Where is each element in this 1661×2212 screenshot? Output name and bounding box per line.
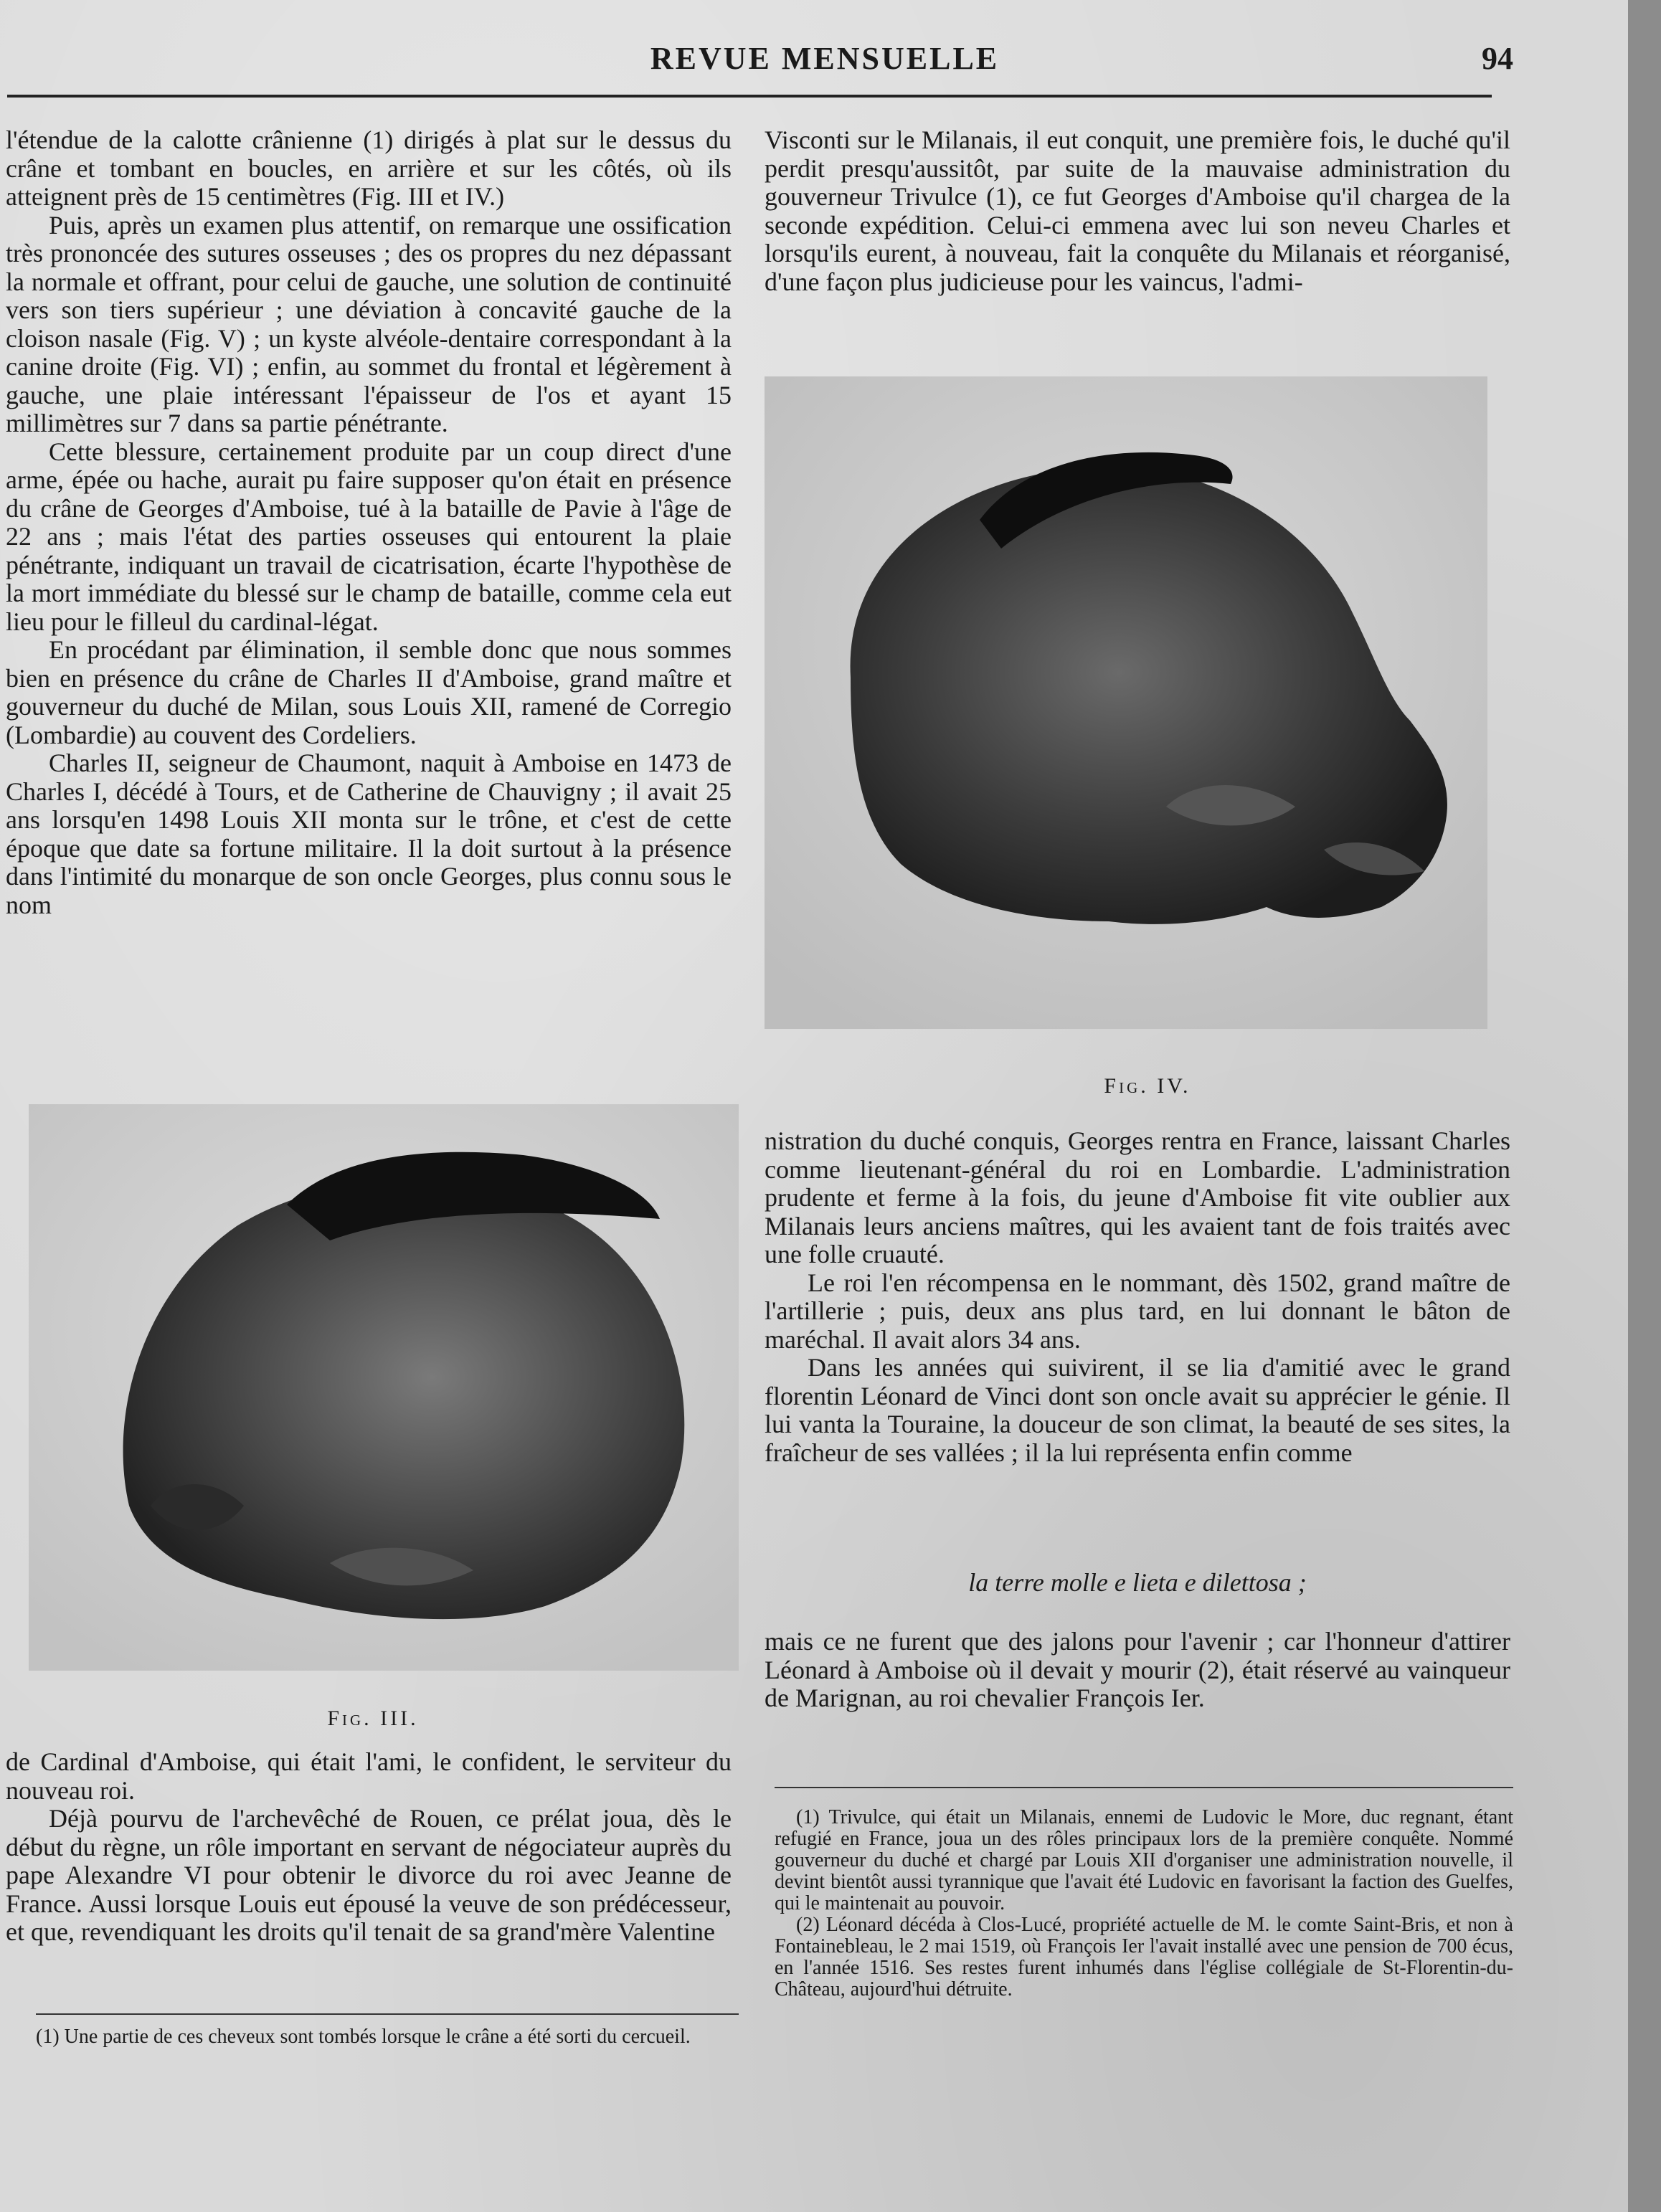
- paragraph: Visconti sur le Milanais, il eut conquit, une première fois, le duché qu'il perdit presqu'aussitôt, par suite de la mauvaise administration du gouverneur Trivulce (1), ce fut Georges d'Amboise qu'il chargea de la seconde expédition. Celui-ci emmena avec lui son neveu Charles et lorsqu'ils eurent, à nouveau, fait la conquête du Milanais et réorganisé, d'une façon plus judicieuse pour les vaincus, l'admi-: [765, 125, 1510, 296]
- paragraph: Déjà pourvu de l'archevêché de Rouen, ce prélat joua, dès le début du règne, un rôle important en servant de négociateur auprès du pape Alexandre VI pour obtenir le divorce du roi avec Jeanne de France. Aussi lorsque Louis eut épousé la veuve de son prédécesseur, et que, revendiquant les droits qu'il tenait de sa grand'mère Valentine: [6, 1804, 732, 1946]
- figure-iv-skull-photo: [765, 376, 1487, 1029]
- page-number: 94: [1482, 41, 1513, 76]
- running-title: REVUE MENSUELLE: [650, 41, 1000, 76]
- figure-iv-caption: Fig. IV.: [1104, 1074, 1191, 1098]
- figure-iii-caption: Fig. III.: [327, 1707, 419, 1730]
- figure-iii-skull-photo: [29, 1104, 739, 1671]
- paragraph: Charles II, seigneur de Chaumont, naquit à Amboise en 1473 de Charles I, décédé à Tours, et de Catherine de Chauvigny ; il avait 25 ans lorsqu'en 1498 Louis XII monta sur le trône, et c'est de cette époque que date sa fortune militaire. Il la doit surtout à la présence dans l'intimité du monarque de son oncle Georges, plus connu sous le nom: [6, 749, 732, 919]
- paragraph: nistration du duché conquis, Georges rentra en France, laissant Charles comme lieutenant-général du roi en Lombardie. L'administration prudente et ferme à la fois, du jeune d'Amboise fit vite oublier aux Milanais leurs anciens maîtres, qui les avaient tant de fois traités avec une folle cruauté.: [765, 1126, 1510, 1268]
- page-edge-shadow: [1628, 0, 1661, 2212]
- left-column-bottom: [6, 1748, 732, 1947]
- paragraph: l'étendue de la calotte crânienne (1) dirigés à plat sur le dessus du crâne et tombant en boucles, en arrière et sur les côtés, où ils atteignent près de 15 centimètres (Fig. III et IV.): [6, 125, 732, 211]
- italian-quote: la terre molle e lieta e dilettosa ;: [968, 1568, 1307, 1597]
- footnote-rule-right: [775, 1787, 1513, 1788]
- paragraph: mais ce ne furent que des jalons pour l'avenir ; car l'honneur d'attirer Léonard à Amboise où il devait y mourir (2), était réservé au vainqueur de Marignan, au roi chevalier François Ier.: [765, 1627, 1510, 1712]
- footnote-rule-left: [36, 2013, 739, 2015]
- right-column-bottom: [765, 1127, 1510, 1467]
- paragraph: Dans les années qui suivirent, il se lia d'amitié avec le grand florentin Léonard de Vinci dont son oncle avait su apprécier le génie. Il lui vanta la Touraine, la douceur de son climat, la beauté de ses sites, la fraîcheur de ses vallées ; il la lui représenta enfin comme: [765, 1353, 1510, 1467]
- footnote: (2) Léonard décéda à Clos-Lucé, propriété actuelle de M. le comte Saint-Bris, et non à Fontainebleau, le 2 mai 1519, où François Ier l'avait installé avec une pension de 700 écus, en l'année 1516. Ses restes furent inhumés dans l'église collégiale de St-Florentin-du-Château, aujourd'hui détruite.: [775, 1914, 1513, 2000]
- paragraph: Puis, après un examen plus attentif, on remarque une ossification très prononcée des sutures osseuses ; des os propres du nez dépassant la normale et offrant, pour celui de gauche, une solution de continuité vers son tiers supérieur ; une déviation à concavité gauche de la cloison nasale (Fig. V) ; un kyste alvéole-dentaire correspondant à la canine droite (Fig. VI) ; enfin, au sommet du frontal et légèrement à gauche, une plaie intéressant l'épaisseur de l'os et ayant 15 millimètres sur 7 dans sa partie pénétrante.: [6, 210, 732, 437]
- footnotes-right: [775, 1807, 1513, 2000]
- header-rule: [7, 95, 1492, 98]
- right-column-top: [765, 126, 1510, 296]
- paragraph: Cette blessure, certainement produite par un coup direct d'une arme, épée ou hache, aurait pu faire supposer qu'on était en présence du crâne de Georges d'Amboise, tué à la bataille de Pavie à l'âge de 22 ans ; mais l'état des parties osseuses qui entourent la plaie pénétrante, indiquant un travail de cicatrisation, écarte l'hypothèse de la mort immédiate du blessé sur le champ de bataille, comme cela eut lieu pour le filleul du cardinal-légat.: [6, 437, 732, 636]
- footnotes-left: [14, 2026, 739, 2048]
- paragraph: de Cardinal d'Amboise, qui était l'ami, le confident, le serviteur du nouveau roi.: [6, 1747, 732, 1805]
- right-column-after-quote: [765, 1628, 1510, 1713]
- footnote: (1) Trivulce, qui était un Milanais, ennemi de Ludovic le More, duc regnant, étant refugié en France, joua un des rôles principaux lors de la première conquête. Nommé gouverneur du duché et chargé par Louis XII d'organiser une administration nouvelle, il devint bientôt aussi tyrannique que l'avait été Ludovic en favorisant la faction des Guelfes, qui le maintenait au pouvoir.: [775, 1806, 1513, 1914]
- page-header: [0, 36, 1661, 86]
- paragraph: Le roi l'en récompensa en le nommant, dès 1502, grand maître de l'artillerie ; puis, deux ans plus tard, en lui donnant le bâton de maréchal. Il avait alors 34 ans.: [765, 1268, 1510, 1354]
- left-column-top: [6, 126, 732, 919]
- skull-rear-view-image: [29, 1104, 739, 1671]
- footnote: (1) Une partie de ces cheveux sont tombés lorsque le crâne a été sorti du cercueil.: [36, 2026, 691, 2048]
- skull-side-view-image: [765, 376, 1487, 1029]
- paragraph: En procédant par élimination, il semble donc que nous sommes bien en présence du crâne de Charles II d'Amboise, grand maître et gouverneur du duché de Milan, sous Louis XII, ramené de Corregio (Lombardie) au couvent des Cordeliers.: [6, 635, 732, 749]
